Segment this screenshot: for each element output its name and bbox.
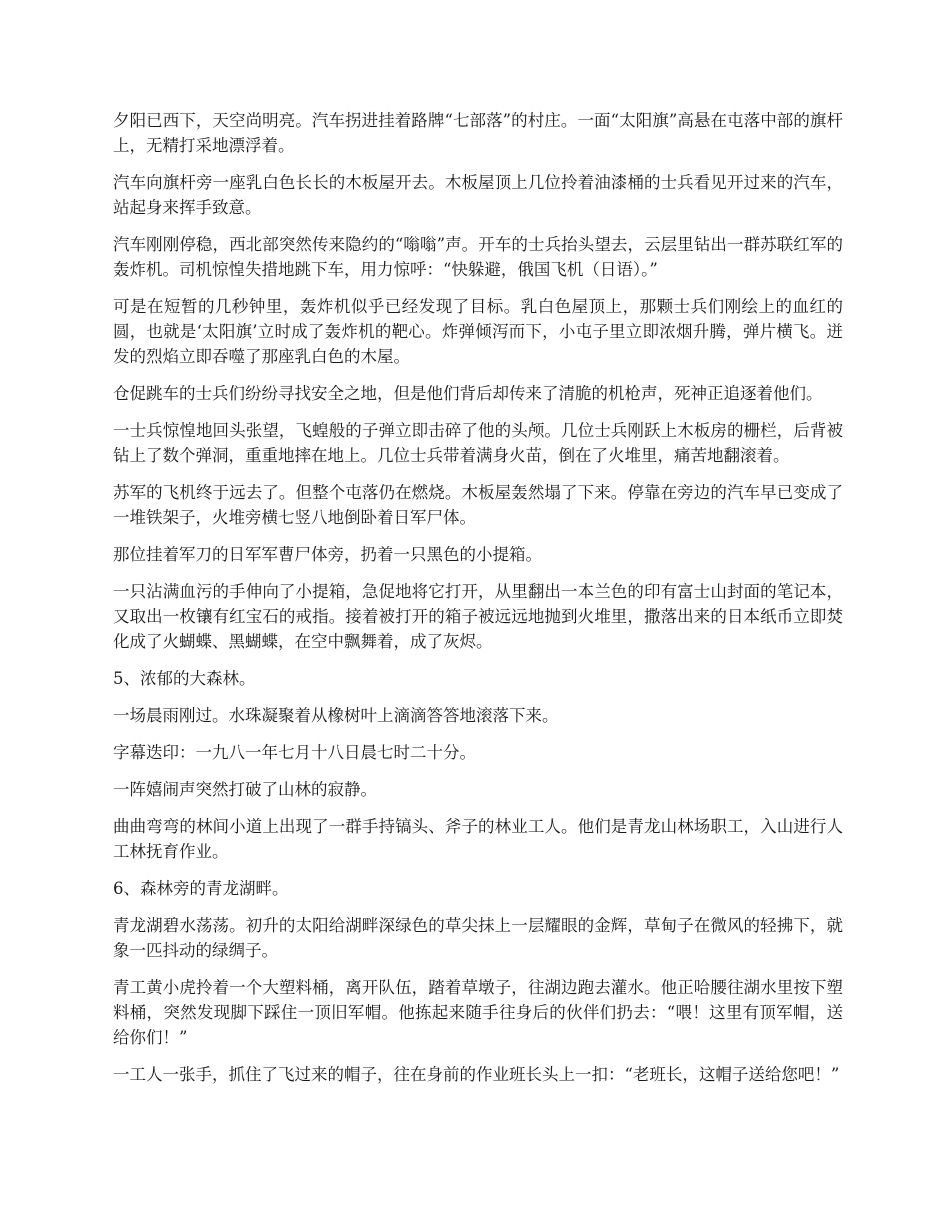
paragraph-forest-workers: 曲曲弯弯的林间小道上出现了一群手持镐头、斧子的林业工人。他们是青龙山林场职工，入山进行人工林抚育作业。 (113, 817, 843, 861)
paragraph-wooden-house: 汽车向旗杆旁一座乳白色长长的木板屋开去。木板屋顶上几位拎着油漆桶的士兵看见开过来的汽车，站起身来挥手致意。 (113, 173, 843, 217)
paragraph-cap-gift: 一工人一张手，抓住了飞过来的帽子，往在身前的作业班长头上一扣：“老班长，这帽子送给您吧！” (113, 1065, 840, 1084)
paragraph-noise: 一阵嬉闹声突然打破了山林的寂静。 (113, 780, 377, 799)
paragraph-black-suitcase: 那位挂着军刀的日军军曹尸体旁，扔着一只黑色的小提箱。 (113, 545, 542, 564)
paragraph-notebook-ring: 一只沾满血污的手伸向了小提箱，急促地将它打开，从里翻出一本兰色的印有富士山封面的笔记本，又取出一枚镶有红宝石的戒指。接着被打开的箱子被远远地抛到火堆里，撒落出来的日本纸币立即焚化成了火蝴蝶、黑蝴蝶，在空中飘舞着，成了灰烬。 (113, 582, 843, 651)
paragraph-aftermath: 苏军的飞机终于远去了。但整个屯落仍在燃烧。木板屋轰然塌了下来。停靠在旁边的汽车早已变成了一堆铁架子，火堆旁横七竖八地倒卧着日军尸体。 (113, 483, 843, 527)
scene-heading-forest: 5、浓郁的大森林。 (113, 669, 256, 688)
paragraph-bombing: 可是在短暂的几秒钟里，轰炸机似乎已经发现了目标。乳白色屋顶上，那颗士兵们刚绘上的血红的圆，也就是‘太阳旗’立时成了轰炸机的靶心。炸弹倾泻而下，小屯子里立即浓烟升腾，弹片横飞。迸发的烈焰立即吞噬了那座乳白色的木屋。 (113, 297, 843, 366)
paragraph-morning-rain: 一场晨雨刚过。水珠凝聚着从橡树叶上滴滴答答地滚落下来。 (113, 706, 559, 725)
paragraph-military-cap: 青工黄小虎拎着一个大塑料桶，离开队伍，踏着草墩子，往湖边跑去灌水。他正哈腰往湖水里按下塑料桶，突然发现脚下踩住一顶旧军帽。他拣起来随手往身后的伙伴们扔去：“喂！这里有顶军帽，送给你们！” (113, 978, 843, 1047)
document-body (113, 108, 843, 1099)
paragraph-bombers-appear: 汽车刚刚停稳，西北部突然传来隐约的“嗡嗡”声。开车的士兵抬头望去，云层里钻出一群苏联红军的轰炸机。司机惊惶失措地跳下车，用力惊呼：“快躲避，俄国飞机（日语）。” (113, 235, 843, 279)
paragraph-sunset-village: 夕阳已西下，天空尚明亮。汽车拐进挂着路牌“七部落”的村庄。一面“太阳旗”高悬在屯落中部的旗杆上，无精打采地漂浮着。 (113, 111, 843, 155)
scene-heading-lake: 6、森林旁的青龙湖畔。 (113, 879, 289, 898)
paragraph-soldiers-flee: 仓促跳车的士兵们纷纷寻找安全之地，但是他们背后却传来了清脆的机枪声，死神正追逐着他们。 (113, 384, 823, 403)
paragraph-lake-description: 青龙湖碧水荡荡。初升的太阳给湖畔深绿色的草尖抹上一层耀眼的金辉，草甸子在微风的轻拂下，就象一匹抖动的绿绸子。 (113, 916, 843, 960)
paragraph-soldiers-shot: 一士兵惊惶地回头张望，飞蝗般的子弹立即击碎了他的头颅。几位士兵刚跃上木板房的栅栏，后背被钻上了数个弹洞，重重地摔在地上。几位士兵带着满身火苗，倒在了火堆里，痛苦地翻滚着。 (113, 421, 843, 465)
paragraph-caption-date: 字幕迭印：一九八一年七月十八日晨七时二十分。 (113, 743, 476, 762)
